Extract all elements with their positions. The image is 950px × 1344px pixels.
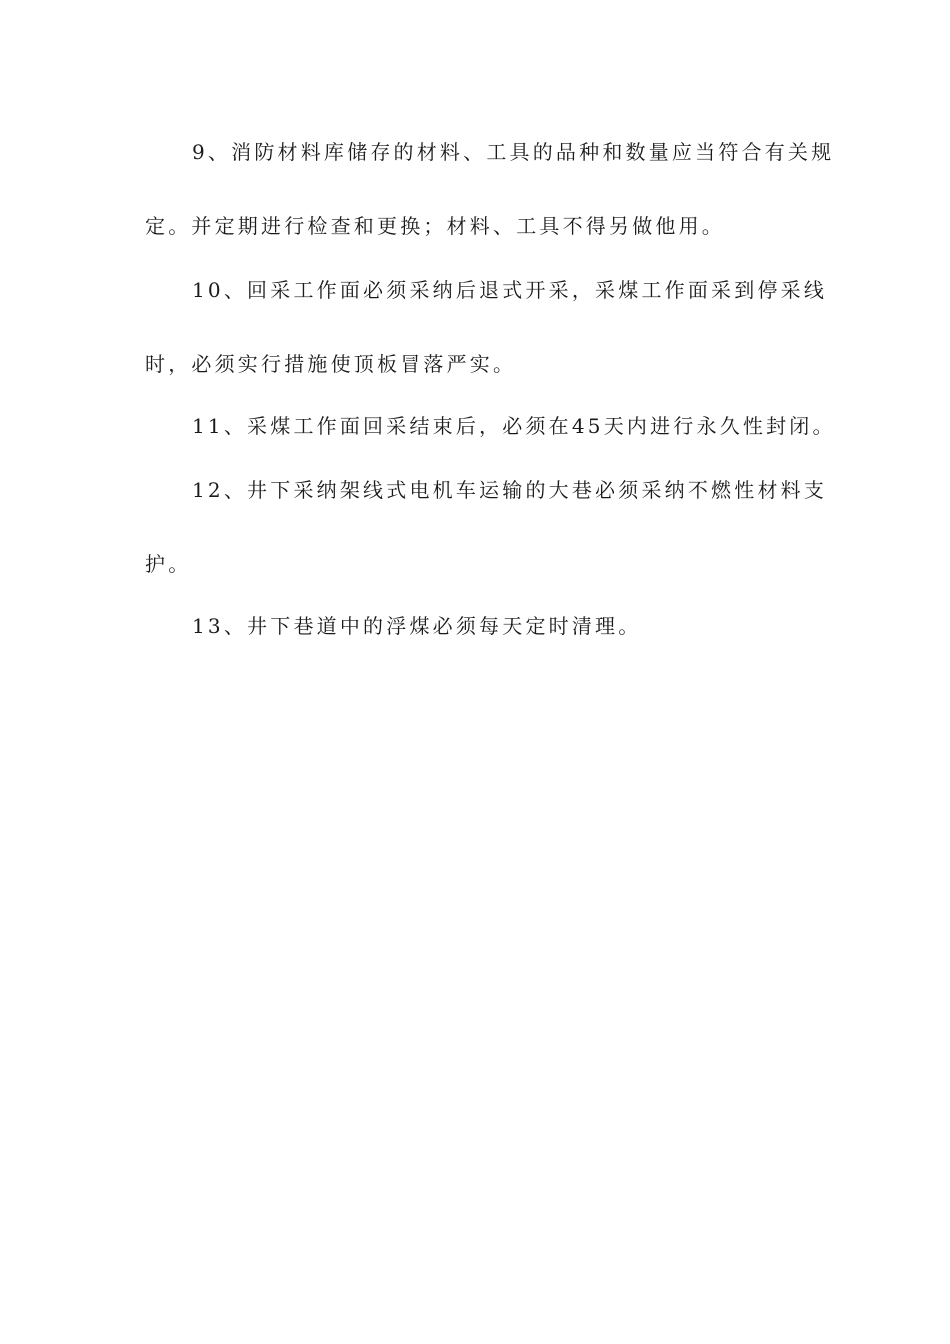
item-10-line-1: 10、回采工作面必须采纳后退式开采，采煤工作面采到停采线 bbox=[192, 278, 828, 302]
item-12-line-1: 12、井下采纳架线式电机车运输的大巷必须采纳不燃性材料支 bbox=[192, 478, 828, 502]
item-12-line-2: 护。 bbox=[145, 552, 192, 576]
item-9-line-2: 定。并定期进行检查和更换；材料、工具不得另做他用。 bbox=[145, 214, 725, 238]
item-10-line-2: 时，必须实行措施使顶板冒落严实。 bbox=[145, 352, 517, 376]
item-11-line-1: 11、采煤工作面回采结束后，必须在45天内进行永久性封闭。 bbox=[192, 414, 836, 438]
item-13-line-1: 13、井下巷道中的浮煤必须每天定时清理。 bbox=[192, 614, 642, 638]
item-9-line-1: 9、消防材料库储存的材料、工具的品种和数量应当符合有关规 bbox=[192, 140, 835, 164]
